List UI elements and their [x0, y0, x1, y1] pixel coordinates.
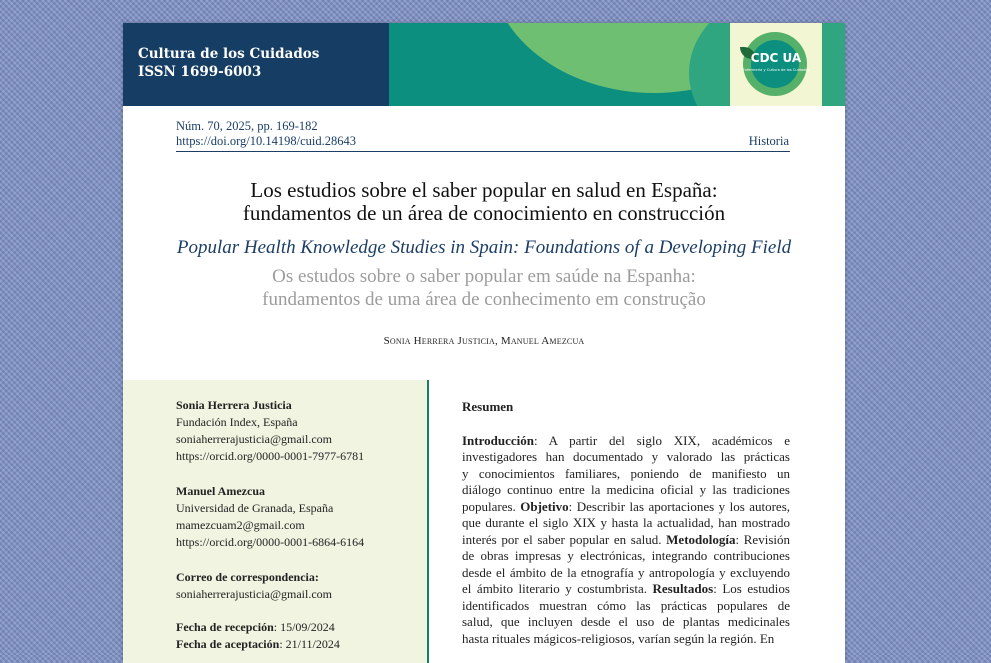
issue-info: Núm. 70, 2025, pp. 169-182 — [176, 119, 318, 133]
paper-page — [123, 23, 845, 663]
dates-info — [176, 619, 340, 653]
author1-email[interactable]: soniaherrerajusticia@gmail.com — [176, 432, 332, 446]
abstract-text: salud, que incluyen desde el uso de plantas medicinales — [462, 614, 790, 629]
abstract-heading: Resumen — [462, 399, 514, 414]
abstract-line — [462, 515, 790, 532]
abstract-text: : Los estudios — [713, 581, 790, 596]
correspondence-info — [176, 569, 332, 603]
abstract-text: hasta rituales mágicos-religiosos, varían según la región. En — [462, 630, 775, 646]
logo-subtext: Enfermería y Cultura de los Cuidados — [742, 68, 810, 72]
journal-logo — [730, 23, 822, 106]
abstract-text: populares. — [462, 498, 521, 514]
abstract-keyword: Metodología — [666, 531, 736, 547]
abstract-line — [462, 449, 790, 466]
author2-affiliation: Universidad de Granada, España — [176, 501, 334, 515]
abstract-text: interés por el saber popular en salud. — [462, 531, 667, 547]
author2-orcid[interactable]: https://orcid.org/0000-0001-6864-6164 — [176, 535, 365, 549]
abstract-line — [462, 598, 790, 615]
section-label: Historia — [748, 134, 789, 148]
title-portuguese-line-1: Os estudos sobre o saber popular em saúde na Espanha: — [272, 266, 696, 287]
accepted-label: Fecha de aceptación — [176, 637, 280, 651]
author1-name: Sonia Herrera Justicia — [176, 398, 292, 412]
title-portuguese — [123, 265, 845, 311]
abstract-text: de obras impresas y electrónicas, integrando contribuciones — [462, 548, 790, 563]
authors-line: Sonia Herrera Justicia, Manuel Amezcua — [383, 335, 585, 347]
journal-title — [138, 45, 319, 81]
author1-orcid[interactable]: https://orcid.org/0000-0001-7977-6781 — [176, 449, 365, 463]
abstract-keyword: Introducción — [462, 432, 534, 448]
abstract-text: identificados muestran cómo las prácticas populares de — [462, 597, 790, 613]
abstract-line — [462, 482, 790, 499]
author2-info — [176, 483, 364, 551]
abstract-text: que durante el siglo XIX y hasta la actualidad, han mostrado — [462, 515, 790, 530]
abstract-text: : Describir las aportaciones y los autores, — [568, 498, 791, 514]
journal-issn: ISSN 1699-6003 — [138, 64, 262, 80]
abstract-line — [462, 466, 790, 483]
abstract-line — [462, 614, 790, 631]
abstract-keyword: Objetivo — [520, 498, 569, 514]
abstract-text: : Revisión — [735, 531, 790, 547]
abstract-line — [462, 433, 790, 450]
title-english: Popular Health Knowledge Studies in Spain: Foundations of a Developing Field — [176, 237, 792, 258]
title-portuguese-line-2: fundamentos de uma área de conhecimento em construção — [262, 289, 706, 310]
header-rule — [176, 151, 790, 152]
abstract-line — [462, 631, 790, 648]
title-spanish — [123, 179, 845, 225]
correspondence-email[interactable]: soniaherrerajusticia@gmail.com — [176, 587, 332, 601]
abstract-text: y conocimientos familiares, poniendo de manifiesto un — [462, 465, 790, 481]
author2-name: Manuel Amezcua — [176, 484, 265, 498]
abstract-keyword: Resultados — [652, 581, 714, 596]
abstract-line — [462, 565, 790, 582]
title-spanish-line-2: fundamentos de un área de conocimiento en construcción — [242, 201, 726, 225]
received-label: Fecha de recepción — [176, 620, 274, 634]
journal-name: Cultura de los Cuidados — [138, 46, 320, 62]
sidebar-divider — [427, 380, 429, 663]
correspondence-label: Correo de correspondencia: — [176, 570, 319, 584]
abstract-line — [462, 532, 790, 549]
abstract — [462, 399, 790, 647]
abstract-text: desde el ámbito de la etnografía y antropología y excluyendo — [462, 564, 790, 580]
abstract-text: el ámbito literario y costumbrista. — [462, 581, 653, 596]
doi-link[interactable]: https://doi.org/10.14198/cuid.28643 — [176, 134, 356, 148]
journal-banner — [123, 23, 845, 106]
abstract-body — [462, 433, 790, 648]
logo-text: CDC UA — [750, 51, 802, 65]
title-spanish-line-1: Los estudios sobre el saber popular en salud en España: — [250, 178, 718, 202]
abstract-text: : A partir del siglo XIX, académicos e — [534, 432, 790, 448]
abstract-text: investigadores han documentado y valorado las prácticas — [462, 449, 790, 464]
received-date: : 15/09/2024 — [273, 620, 335, 634]
author1-info — [176, 397, 364, 465]
abstract-text: diálogo continuo entre la medicina oficial y las tradiciones — [462, 482, 790, 497]
accepted-date: : 21/11/2024 — [279, 637, 340, 651]
article-meta — [176, 119, 356, 149]
abstract-line — [462, 499, 790, 516]
author2-email[interactable]: mamezcuam2@gmail.com — [176, 518, 305, 532]
author1-affiliation: Fundación Index, España — [176, 415, 298, 429]
abstract-line — [462, 548, 790, 565]
abstract-line — [462, 581, 790, 598]
